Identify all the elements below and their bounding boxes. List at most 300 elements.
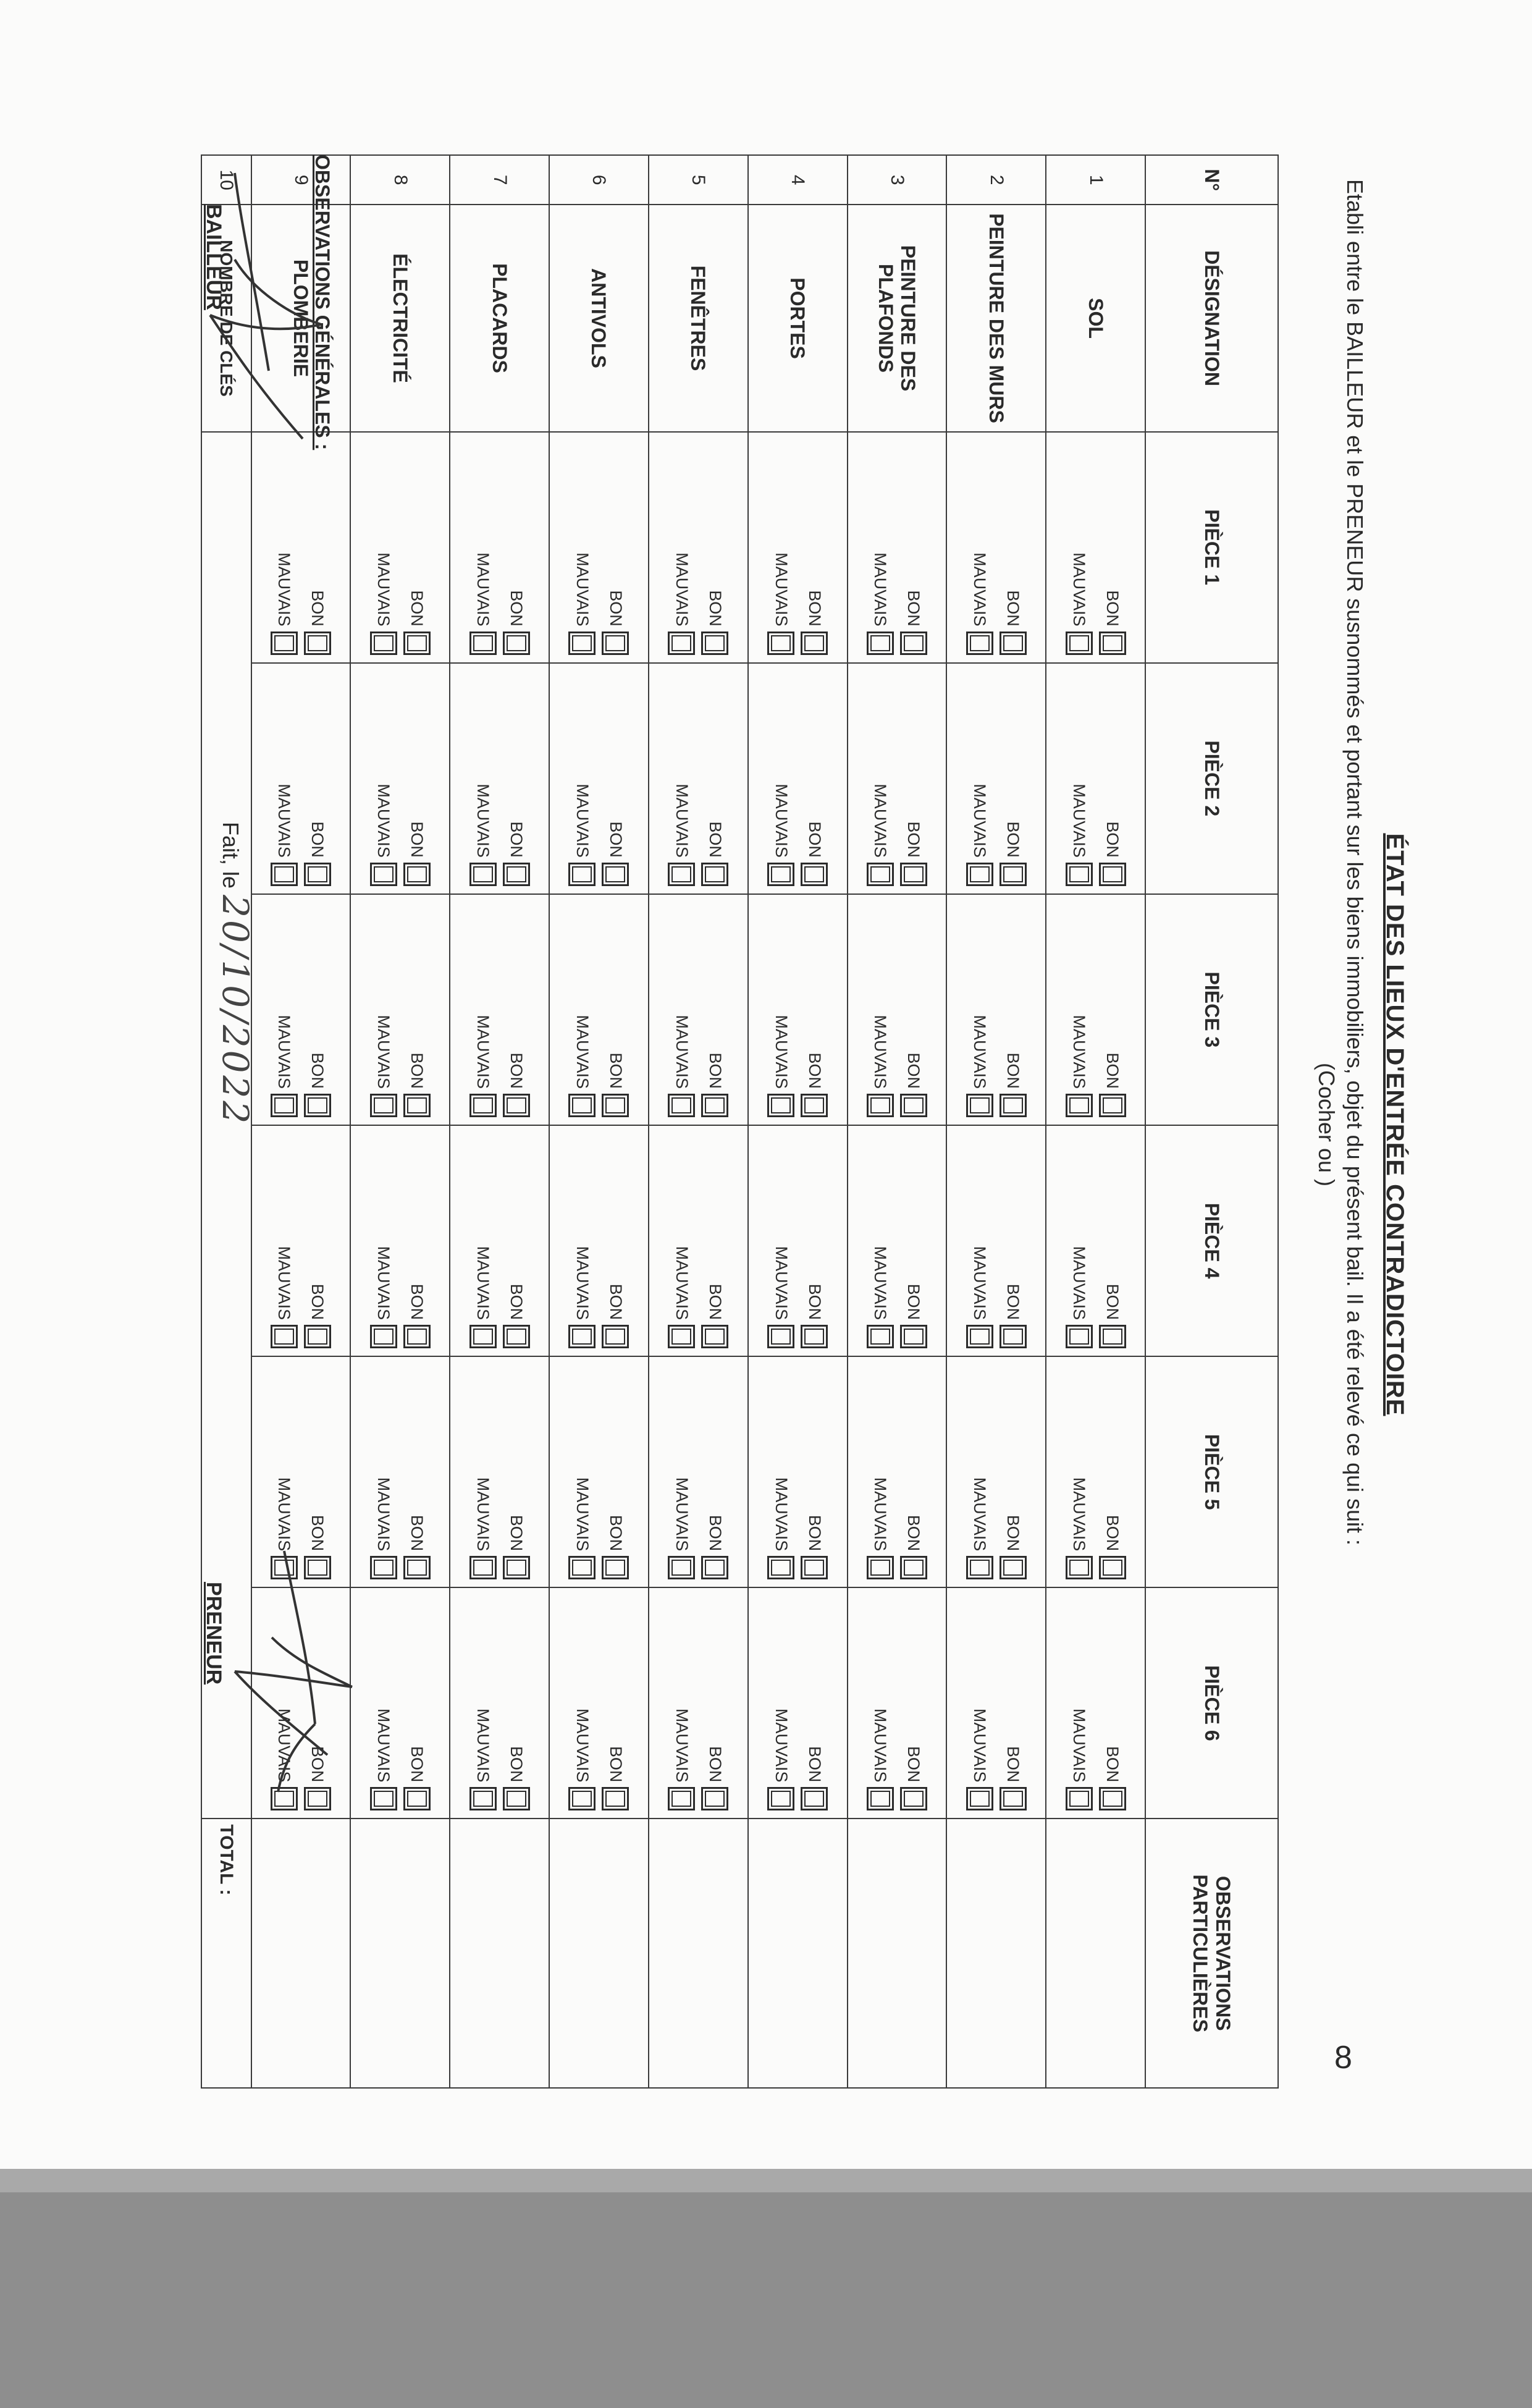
checkbox-bad[interactable] <box>1066 1787 1093 1810</box>
checkbox-bad[interactable] <box>568 1556 596 1579</box>
checkbox-good[interactable] <box>701 632 728 655</box>
observation-cell[interactable] <box>848 1819 947 2088</box>
checkbox-bad[interactable] <box>668 1325 695 1348</box>
option-good <box>1099 821 1126 886</box>
observation-cell[interactable] <box>748 1819 848 2088</box>
room-cell <box>946 1587 1046 1819</box>
condition-options <box>469 1126 530 1356</box>
table-row <box>649 155 748 2088</box>
option-bad-label: MAUVAIS <box>871 1015 890 1089</box>
checkbox-good[interactable] <box>900 1094 927 1117</box>
option-good <box>801 1052 828 1117</box>
option-good <box>1000 1284 1027 1349</box>
checkbox-bad[interactable] <box>370 632 397 655</box>
option-good <box>801 821 828 886</box>
checkbox-bad[interactable] <box>568 632 596 655</box>
checkbox-bad[interactable] <box>867 1787 894 1810</box>
option-good-label: BON <box>1004 1515 1023 1552</box>
option-good <box>503 821 530 886</box>
checkbox-bad[interactable] <box>966 632 993 655</box>
observation-cell[interactable] <box>251 1819 351 2088</box>
option-good <box>1099 590 1126 655</box>
checkbox-bad[interactable] <box>568 1787 596 1810</box>
checkbox-bad[interactable] <box>668 632 695 655</box>
option-good <box>701 1052 728 1117</box>
checkbox-good[interactable] <box>701 1556 728 1579</box>
option-good <box>602 1052 629 1117</box>
option-good <box>403 1052 431 1117</box>
room-cell <box>450 432 549 663</box>
condition-options <box>469 433 530 662</box>
option-bad <box>767 552 794 655</box>
option-bad <box>966 784 993 886</box>
checkbox-bad[interactable] <box>966 1094 993 1117</box>
condition-options <box>1066 895 1126 1125</box>
row-designation: PLACARDS <box>450 205 549 431</box>
row-number: 2 <box>946 155 1046 205</box>
option-bad-label: MAUVAIS <box>772 1708 791 1783</box>
header-room-3: PIÈCE 3 <box>1145 894 1278 1125</box>
condition-options <box>1066 1126 1126 1356</box>
option-good-label: BON <box>904 821 924 858</box>
option-bad-label: MAUVAIS <box>672 784 691 858</box>
checkbox-good[interactable] <box>602 1094 629 1117</box>
condition-options <box>568 1357 629 1587</box>
option-bad-label: MAUVAIS <box>970 552 990 627</box>
checkbox-bad[interactable] <box>271 1325 298 1348</box>
checkbox-bad[interactable] <box>370 1556 397 1579</box>
option-good <box>1000 821 1027 886</box>
tenant-label: PRENEUR <box>202 1582 225 1685</box>
option-good-label: BON <box>606 821 625 858</box>
option-bad-label: MAUVAIS <box>374 1708 394 1783</box>
option-good-label: BON <box>705 1052 725 1089</box>
checkbox-bad[interactable] <box>469 1094 497 1117</box>
option-good-label: BON <box>308 1746 327 1783</box>
option-good <box>701 1746 728 1811</box>
option-good-label: BON <box>408 590 427 627</box>
intro-check-instruction: (Cocher ou ) <box>1314 1062 1339 1187</box>
table-row <box>848 155 947 2088</box>
scanner-edge <box>0 2169 1532 2192</box>
option-good <box>900 1746 927 1811</box>
option-good-label: BON <box>805 821 824 858</box>
checkbox-good[interactable] <box>503 1094 530 1117</box>
checkbox-good[interactable] <box>801 1787 828 1810</box>
option-bad-label: MAUVAIS <box>672 1246 691 1320</box>
checkbox-bad[interactable] <box>867 632 894 655</box>
room-cell <box>1046 432 1145 663</box>
checkbox-good[interactable] <box>304 863 331 886</box>
checkbox-good[interactable] <box>701 1325 728 1348</box>
condition-options <box>469 664 530 893</box>
option-bad-label: MAUVAIS <box>275 552 294 627</box>
option-bad <box>469 1015 497 1117</box>
checkbox-bad[interactable] <box>469 632 497 655</box>
document-title: ÉTAT DES LIEUX D'ENTRÉE CONTRADICTOIRE <box>1381 833 1408 1416</box>
checkbox-good[interactable] <box>503 1787 530 1810</box>
checkbox-bad[interactable] <box>867 1325 894 1348</box>
option-good <box>403 821 431 886</box>
checkbox-good[interactable] <box>1099 863 1126 886</box>
option-good <box>503 590 530 655</box>
option-good-label: BON <box>1103 1052 1122 1089</box>
checkbox-bad[interactable] <box>767 863 794 886</box>
checkbox-bad[interactable] <box>469 863 497 886</box>
keys-row-label: NOMBRE DE CLÉS <box>201 205 251 431</box>
option-bad <box>271 1246 298 1349</box>
lessor-signature <box>204 167 327 451</box>
checkbox-good[interactable] <box>900 1556 927 1579</box>
option-good-label: BON <box>1103 590 1122 627</box>
checkbox-bad[interactable] <box>867 1094 894 1117</box>
option-good-label: BON <box>805 1746 824 1783</box>
checkbox-good[interactable] <box>503 863 530 886</box>
condition-options <box>370 664 431 893</box>
option-bad-label: MAUVAIS <box>1070 1246 1089 1320</box>
room-cell <box>450 1356 549 1587</box>
condition-options <box>966 664 1027 893</box>
option-good <box>801 1746 828 1811</box>
condition-options <box>370 895 431 1125</box>
option-good-label: BON <box>1004 821 1023 858</box>
option-good <box>503 1284 530 1349</box>
option-good <box>602 1284 629 1349</box>
option-bad-label: MAUVAIS <box>573 1708 592 1783</box>
option-good <box>701 590 728 655</box>
option-bad <box>668 1015 695 1117</box>
row-number: 9 <box>251 155 351 205</box>
checkbox-bad[interactable] <box>966 863 993 886</box>
option-bad-label: MAUVAIS <box>275 784 294 858</box>
header-number: N° <box>1145 155 1278 205</box>
checkbox-good[interactable] <box>1099 1094 1126 1117</box>
checkbox-good[interactable] <box>403 1556 431 1579</box>
checkbox-good[interactable] <box>403 632 431 655</box>
checkbox-good[interactable] <box>801 1325 828 1348</box>
option-bad <box>568 1015 596 1117</box>
room-cell <box>848 432 947 663</box>
room-cell <box>748 894 848 1125</box>
option-good <box>304 590 331 655</box>
checkbox-good[interactable] <box>1000 863 1027 886</box>
option-good-label: BON <box>904 590 924 627</box>
option-bad-label: MAUVAIS <box>772 1246 791 1320</box>
row-number: 3 <box>848 155 947 205</box>
option-good-label: BON <box>507 1515 526 1552</box>
checkbox-good[interactable] <box>801 863 828 886</box>
room-cell <box>649 1356 748 1587</box>
room-cell <box>649 432 748 663</box>
checkbox-good[interactable] <box>503 1556 530 1579</box>
condition-options <box>271 433 331 662</box>
option-good-label: BON <box>408 821 427 858</box>
option-bad-label: MAUVAIS <box>474 1246 493 1320</box>
checkbox-good[interactable] <box>503 1325 530 1348</box>
table-row <box>1046 155 1145 2088</box>
room-cell <box>848 894 947 1125</box>
room-cell <box>748 432 848 663</box>
observation-cell[interactable] <box>350 1819 450 2088</box>
keys-total: TOTAL : <box>201 1819 251 2088</box>
checkbox-good[interactable] <box>1000 1325 1027 1348</box>
option-good <box>304 821 331 886</box>
option-good <box>1000 1515 1027 1580</box>
checkbox-bad[interactable] <box>767 1094 794 1117</box>
option-good <box>503 1052 530 1117</box>
checkbox-bad[interactable] <box>867 1556 894 1579</box>
option-bad-label: MAUVAIS <box>672 1477 691 1552</box>
option-bad-label: MAUVAIS <box>970 1015 990 1089</box>
checkbox-bad[interactable] <box>370 1787 397 1810</box>
option-bad-label: MAUVAIS <box>573 552 592 627</box>
checkbox-bad[interactable] <box>271 632 298 655</box>
checkbox-bad[interactable] <box>568 863 596 886</box>
observation-cell[interactable] <box>946 1819 1046 2088</box>
condition-options <box>568 895 629 1125</box>
option-bad-label: MAUVAIS <box>772 1015 791 1089</box>
checkbox-good[interactable] <box>403 863 431 886</box>
option-bad-label: MAUVAIS <box>275 1246 294 1320</box>
option-good-label: BON <box>606 1746 625 1783</box>
option-good-label: BON <box>308 1515 327 1552</box>
option-good <box>1099 1746 1126 1811</box>
condition-options <box>966 1357 1027 1587</box>
option-bad <box>966 552 993 655</box>
option-bad <box>271 784 298 886</box>
room-cell <box>649 663 748 894</box>
checkbox-good[interactable] <box>304 1325 331 1348</box>
option-bad-label: MAUVAIS <box>1070 1015 1089 1089</box>
checkbox-bad[interactable] <box>966 1556 993 1579</box>
room-cell <box>450 894 549 1125</box>
checkbox-good[interactable] <box>1099 1556 1126 1579</box>
checkbox-bad[interactable] <box>767 632 794 655</box>
option-good <box>701 821 728 886</box>
condition-options <box>867 1126 927 1356</box>
option-bad-label: MAUVAIS <box>573 1477 592 1552</box>
option-bad <box>966 1709 993 1811</box>
checkbox-bad[interactable] <box>370 1094 397 1117</box>
option-good-label: BON <box>1103 1283 1122 1320</box>
checkbox-bad[interactable] <box>668 1556 695 1579</box>
checkbox-good[interactable] <box>304 1094 331 1117</box>
table-row <box>450 155 549 2088</box>
room-cell <box>549 1125 649 1356</box>
checkbox-good[interactable] <box>801 1556 828 1579</box>
option-good-label: BON <box>805 1515 824 1552</box>
checkbox-good[interactable] <box>503 632 530 655</box>
checkbox-good[interactable] <box>403 1787 431 1810</box>
checkbox-good[interactable] <box>801 632 828 655</box>
checkbox-good[interactable] <box>701 1787 728 1810</box>
room-cell <box>350 894 450 1125</box>
condition-options <box>767 1357 828 1587</box>
option-bad-label: MAUVAIS <box>474 1477 493 1552</box>
checkbox-good[interactable] <box>403 1094 431 1117</box>
option-bad-label: MAUVAIS <box>573 1246 592 1320</box>
option-good <box>403 1515 431 1580</box>
checkbox-good[interactable] <box>900 632 927 655</box>
checkbox-bad[interactable] <box>568 1325 596 1348</box>
checkbox-good[interactable] <box>602 1556 629 1579</box>
checkbox-bad[interactable] <box>370 1325 397 1348</box>
checkbox-bad[interactable] <box>668 863 695 886</box>
option-good-label: BON <box>805 1052 824 1089</box>
room-cell <box>748 1125 848 1356</box>
option-good <box>900 1284 927 1349</box>
option-good-label: BON <box>705 590 725 627</box>
checkbox-bad[interactable] <box>469 1787 497 1810</box>
condition-options <box>370 1588 431 1818</box>
header-observations: OBSERVATIONS PARTICULIÈRES <box>1145 1819 1278 2088</box>
room-cell <box>1046 1125 1145 1356</box>
checkbox-good[interactable] <box>403 1325 431 1348</box>
option-bad-label: MAUVAIS <box>772 1477 791 1552</box>
header-room-2: PIÈCE 2 <box>1145 663 1278 894</box>
checkbox-good[interactable] <box>1099 1787 1126 1810</box>
checkbox-good[interactable] <box>1099 1325 1126 1348</box>
room-cell <box>848 1587 947 1819</box>
option-bad <box>469 552 497 655</box>
option-bad <box>469 1709 497 1811</box>
option-good <box>602 590 629 655</box>
checkbox-bad[interactable] <box>767 1787 794 1810</box>
checkbox-bad[interactable] <box>568 1094 596 1117</box>
option-bad <box>767 784 794 886</box>
checkbox-good[interactable] <box>900 863 927 886</box>
checkbox-good[interactable] <box>304 632 331 655</box>
checkbox-bad[interactable] <box>1066 1094 1093 1117</box>
option-good-label: BON <box>705 1746 725 1783</box>
option-good <box>1099 1284 1126 1349</box>
room-cell <box>946 894 1046 1125</box>
checkbox-bad[interactable] <box>1066 1556 1093 1579</box>
room-cell <box>1046 1356 1145 1587</box>
option-good-label: BON <box>904 1515 924 1552</box>
option-bad-label: MAUVAIS <box>474 1708 493 1783</box>
option-bad-label: MAUVAIS <box>374 784 394 858</box>
option-good-label: BON <box>408 1283 427 1320</box>
table-row <box>549 155 649 2088</box>
checkbox-bad[interactable] <box>767 1325 794 1348</box>
option-good <box>900 1515 927 1580</box>
checkbox-good[interactable] <box>1000 632 1027 655</box>
checkbox-good[interactable] <box>1000 1787 1027 1810</box>
checkbox-bad[interactable] <box>271 863 298 886</box>
page-number: 8 <box>1334 2040 1352 2076</box>
checkbox-bad[interactable] <box>767 1556 794 1579</box>
option-good-label: BON <box>606 1052 625 1089</box>
option-good <box>701 1515 728 1580</box>
room-cell <box>1046 1587 1145 1819</box>
intro-text: Etabli entre le BAILLEUR et le PRENEUR susnommés et portant sur les biens immobiliers, objet du présent bail. Il a été relevé ce qui suit : <box>1342 179 1368 1546</box>
option-good <box>602 821 629 886</box>
option-good <box>1000 590 1027 655</box>
option-bad-label: MAUVAIS <box>871 552 890 627</box>
condition-options <box>767 433 828 662</box>
option-good-label: BON <box>507 1052 526 1089</box>
option-good <box>1000 1746 1027 1811</box>
condition-options <box>767 1588 828 1818</box>
checkbox-bad[interactable] <box>966 1787 993 1810</box>
checkbox-bad[interactable] <box>1066 863 1093 886</box>
checkbox-bad[interactable] <box>1066 1325 1093 1348</box>
option-good-label: BON <box>1004 590 1023 627</box>
observation-cell[interactable] <box>649 1819 748 2088</box>
option-good-label: BON <box>1004 1746 1023 1783</box>
condition-options <box>966 895 1027 1125</box>
room-cell <box>946 663 1046 894</box>
observation-cell[interactable] <box>450 1819 549 2088</box>
option-bad-label: MAUVAIS <box>1070 1477 1089 1552</box>
room-cell <box>848 1356 947 1587</box>
checkbox-good[interactable] <box>801 1094 828 1117</box>
option-bad <box>1066 552 1093 655</box>
checkbox-bad[interactable] <box>271 1094 298 1117</box>
checkbox-good[interactable] <box>701 863 728 886</box>
checkbox-good[interactable] <box>900 1787 927 1810</box>
room-cell <box>549 1356 649 1587</box>
checkbox-good[interactable] <box>1000 1556 1027 1579</box>
checkbox-bad[interactable] <box>469 1556 497 1579</box>
option-bad <box>568 552 596 655</box>
option-good <box>900 821 927 886</box>
option-bad <box>668 552 695 655</box>
checkbox-good[interactable] <box>1099 632 1126 655</box>
checkbox-bad[interactable] <box>966 1325 993 1348</box>
condition-options <box>469 895 530 1125</box>
checkbox-good[interactable] <box>701 1094 728 1117</box>
checkbox-bad[interactable] <box>668 1094 695 1117</box>
checkbox-bad[interactable] <box>370 863 397 886</box>
observation-cell[interactable] <box>549 1819 649 2088</box>
checkbox-good[interactable] <box>602 632 629 655</box>
checkbox-good[interactable] <box>602 863 629 886</box>
option-bad <box>767 1246 794 1349</box>
option-bad <box>1066 1709 1093 1811</box>
option-bad-label: MAUVAIS <box>871 784 890 858</box>
checkbox-good[interactable] <box>1000 1094 1027 1117</box>
checkbox-good[interactable] <box>602 1325 629 1348</box>
checkbox-bad[interactable] <box>469 1325 497 1348</box>
room-cell <box>848 1125 947 1356</box>
condition-options <box>469 1357 530 1587</box>
option-good-label: BON <box>805 590 824 627</box>
option-bad <box>271 552 298 655</box>
option-bad-label: MAUVAIS <box>970 1246 990 1320</box>
checkbox-bad[interactable] <box>867 863 894 886</box>
checkbox-good[interactable] <box>900 1325 927 1348</box>
condition-options <box>668 1357 728 1587</box>
checkbox-bad[interactable] <box>1066 632 1093 655</box>
observation-cell[interactable] <box>1046 1819 1145 2088</box>
room-cell <box>350 432 450 663</box>
option-bad-label: MAUVAIS <box>374 1246 394 1320</box>
option-good-label: BON <box>705 821 725 858</box>
condition-options <box>966 1588 1027 1818</box>
option-bad-label: MAUVAIS <box>970 784 990 858</box>
condition-options <box>867 1588 927 1818</box>
room-cell <box>350 1356 450 1587</box>
option-good <box>801 1284 828 1349</box>
option-bad <box>370 552 397 655</box>
option-bad <box>370 1246 397 1349</box>
checkbox-good[interactable] <box>602 1787 629 1810</box>
checkbox-bad[interactable] <box>668 1787 695 1810</box>
option-good-label: BON <box>705 1515 725 1552</box>
option-bad-label: MAUVAIS <box>374 1015 394 1089</box>
